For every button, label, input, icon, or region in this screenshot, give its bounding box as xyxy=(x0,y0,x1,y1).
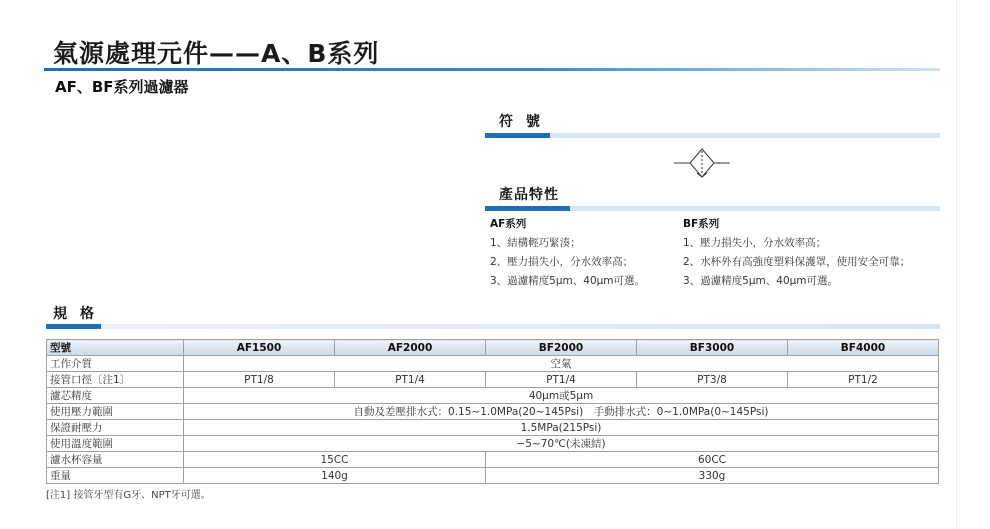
bf-feature-item: 3、過濾精度5μm、40μm可選。 xyxy=(683,275,839,287)
table-cell: PT3/8 xyxy=(637,372,788,388)
table-cell: 自動及差壓排水式：0.15~1.0MPa(20~145Psi) 手動排水式：0~1.0MPa(0~145Psi) xyxy=(184,404,939,420)
table-row xyxy=(47,452,939,468)
page-edge-divider xyxy=(956,0,957,529)
spec-heading-accent xyxy=(46,324,101,329)
table-row xyxy=(47,388,939,404)
table-row xyxy=(47,404,939,420)
row-label: 重量 xyxy=(47,468,184,484)
table-row xyxy=(47,356,939,372)
bf-feature-item: 2、水杯外有高強度塑料保護罩，使用安全可靠； xyxy=(683,256,911,268)
symbol-heading-accent xyxy=(485,133,550,138)
row-label: 使用溫度範圍 xyxy=(47,436,184,452)
bf-feature-item: 1、壓力損失小，分水效率高； xyxy=(683,237,827,249)
af-feature-item: 3、過濾精度5μm、40μm可選。 xyxy=(490,275,646,287)
spec-table xyxy=(46,339,939,484)
features-heading-accent xyxy=(485,206,570,211)
page-subtitle: AF、BF系列過濾器 xyxy=(55,78,189,96)
table-cell: PT1/8 xyxy=(184,372,335,388)
bf-features-heading: BF系列 xyxy=(683,218,720,230)
af-feature-item: 2、壓力損失小，分水效率高； xyxy=(490,256,634,268)
table-cell: 40μm或5μm xyxy=(184,388,939,404)
column-header: AF1500 xyxy=(184,340,335,356)
page-title: 氣源處理元件——A、B系列 xyxy=(53,39,380,68)
table-row xyxy=(47,420,939,436)
symbol-heading: 符 號 xyxy=(499,114,544,130)
row-label: 保證耐壓力 xyxy=(47,420,184,436)
table-row xyxy=(47,372,939,388)
filter-symbol-icon xyxy=(672,146,732,180)
table-header-row xyxy=(47,340,939,356)
table-cell: PT1/4 xyxy=(335,372,486,388)
features-heading-bar xyxy=(570,206,940,211)
row-label: 接管口徑〔注1〕 xyxy=(47,372,184,388)
title-underline xyxy=(44,68,940,71)
column-header-model: 型號 xyxy=(47,340,184,356)
table-cell: PT1/2 xyxy=(788,372,939,388)
table-row xyxy=(47,436,939,452)
af-features-heading: AF系列 xyxy=(490,218,527,230)
column-header: BF4000 xyxy=(788,340,939,356)
features-heading: 產品特性 xyxy=(499,187,559,203)
table-cell: PT1/4 xyxy=(486,372,637,388)
column-header: BF3000 xyxy=(637,340,788,356)
table-cell: 15CC xyxy=(184,452,486,468)
table-cell: 空氣 xyxy=(184,356,939,372)
bf-features xyxy=(683,215,910,291)
column-header: AF2000 xyxy=(335,340,486,356)
table-cell: 140g xyxy=(184,468,486,484)
spec-heading: 規 格 xyxy=(53,306,98,322)
af-feature-item: 1、結構輕巧緊湊； xyxy=(490,237,581,249)
table-cell: 1.5MPa(215Psi) xyxy=(184,420,939,436)
row-label: 使用壓力範圍 xyxy=(47,404,184,420)
row-label: 濾芯精度 xyxy=(47,388,184,404)
row-label: 工作介質 xyxy=(47,356,184,372)
column-header: BF2000 xyxy=(486,340,637,356)
table-cell: −5~70℃(未凍結) xyxy=(184,436,939,452)
spec-heading-bar xyxy=(101,324,940,329)
table-cell: 60CC xyxy=(486,452,939,468)
row-label: 濾水杯容量 xyxy=(47,452,184,468)
symbol-heading-bar xyxy=(550,133,940,138)
af-features xyxy=(490,215,645,291)
table-cell: 330g xyxy=(486,468,939,484)
table-row xyxy=(47,468,939,484)
spec-footnote: [注1] 接管牙型有G牙、NPT牙可選。 xyxy=(46,490,211,501)
